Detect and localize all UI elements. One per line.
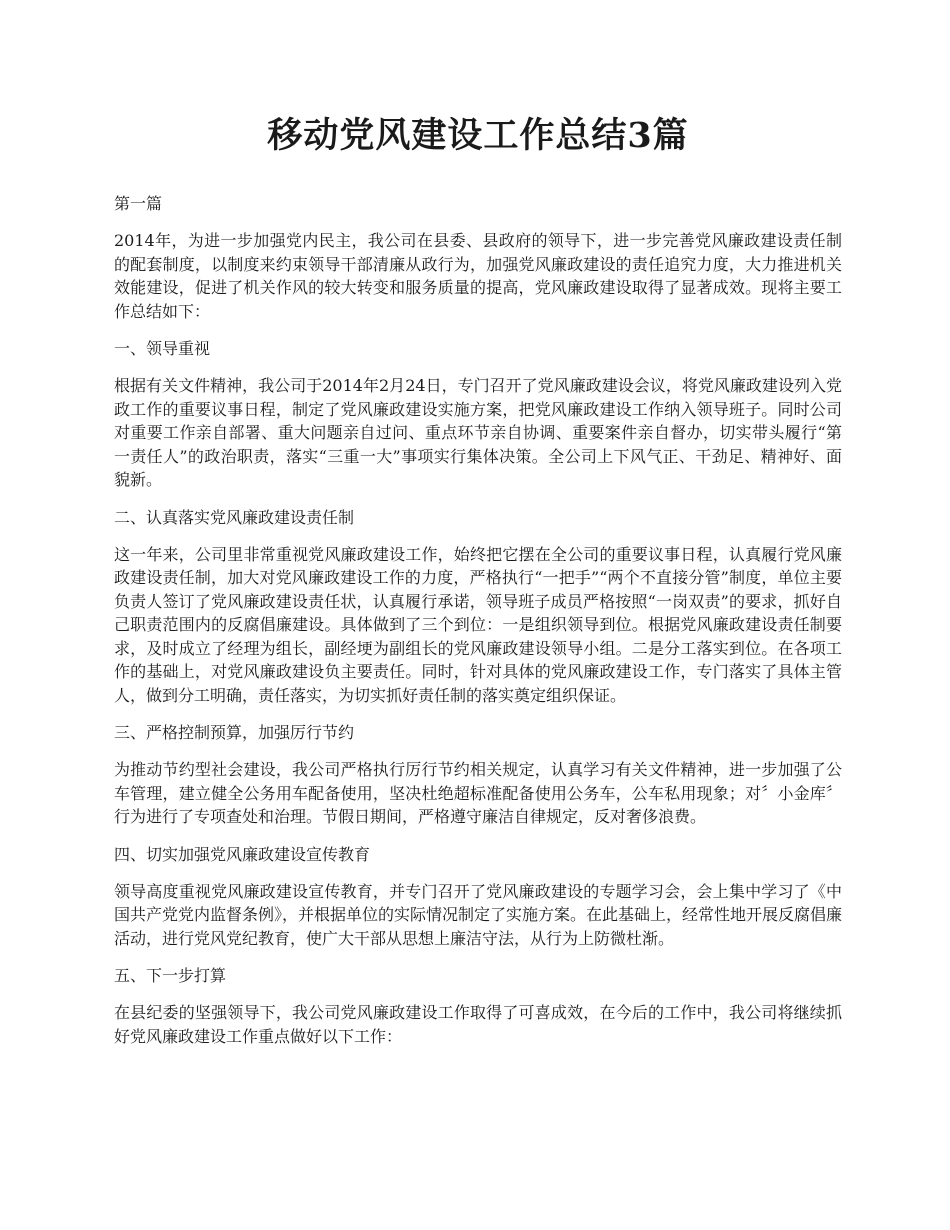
section-heading-1: 一、领导重视 (114, 339, 211, 358)
section-heading-4: 四、切实加强党风廉政建设宣传教育 (114, 844, 371, 864)
section-body-1: 根据有关文件精神，我公司于2014年2月24日，专门召开了党风廉政建设会议，将党风廉政建设列入党政工作的重要议事日程，制定了党风廉政建设实施方案，把党风廉政建设工作纳入领导班子。同时公司对重要工作亲自部署、重大问题亲自过问、重点环节亲自协调、重要案件亲自督办，切实带头履行“第一责任人”的政治职责，落实“三重一大”事项实行集体决策。全公司上下风气正、干劲足、精神好、面貌新。 (114, 376, 842, 489)
document-page (114, 108, 842, 1062)
section-heading-5: 五、下一步打算 (114, 966, 227, 985)
section-body-2: 这一年来，公司里非常重视党风廉政建设工作，始终把它摆在全公司的重要议事日程，认真履行党风廉政建设责任制，加大对党风廉政建设工作的力度，严格执行“一把手”“两个不直接分管”制度，单位主要负责人签订了党风廉政建设责任状，认真履行承诺，领导班子成员严格按照“一岗双责”的要求，抓好自己职责范围内的反腐倡廉建设。具体做到了三个到位：一是组织领导到位。根据党风廉政建设责任制要求，及时成立了经理为组长，副经埂为副组长的党风廉政建设领导小组。二是分工落实到位。在各项工作的基础上，对党风廉政建设负主要责任。同时，针对具体的党风廉政建设工作，专门落实了具体主管人，做到分工明确，责任落实，为切实抓好责任制的落实奠定组织保证。 (114, 544, 842, 705)
document-title: 移动党风建设工作总结3篇 (267, 115, 689, 156)
part-label: 第一篇 (114, 194, 163, 213)
section-body-5: 在县纪委的坚强领导下，我公司党风廉政建设工作取得了可喜成效，在今后的工作中，我公司将继续抓好党风廉政建设工作重点做好以下工作： (114, 1003, 842, 1046)
section-body-4: 领导高度重视党风廉政建设宣传教育，并专门召开了党风廉政建设的专题学习会，会上集中学习了《中国共产党党内监督条例》，并根据单位的实际情况制定了实施方案。在此基础上，经常性地开展反腐倡廉活动，进行党风党纪教育，使广大干部从思想上廉洁守法，从行为上防微杜渐。 (114, 881, 843, 948)
section-heading-2: 二、认真落实党风廉政建设责任制 (114, 507, 355, 527)
section-heading-3: 三、严格控制预算，加强厉行节约 (114, 723, 355, 742)
intro-paragraph: 2014年，为进一步加强党内民主，我公司在县委、县政府的领导下，进一步完善党风廉政建设责任制的配套制度，以制度来约束领导干部清廉从政行为，加强党风廉政建设的责任追究力度，大力推进机关效能建设，促进了机关作风的较大转变和服务质量的提高，党风廉政建设取得了显著成效。现将主要工作总结如下： (114, 231, 842, 321)
section-body-3: 为推动节约型社会建设，我公司严格执行厉行节约相关规定，认真学习有关文件精神，进一步加强了公车管理，建立健全公务用车配备使用，坚决杜绝超标准配备使用公务车，公车私用现象；对〞小金库〞行为进行了专项查处和治理。节假日期间，严格遵守廉洁自律规定，反对奢侈浪费。 (114, 760, 842, 826)
